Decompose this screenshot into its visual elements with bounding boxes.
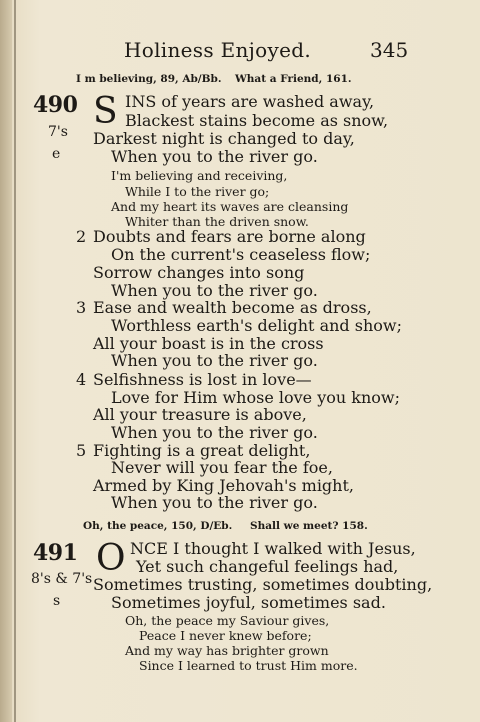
verse-line: Sometimes trusting, sometimes doubting, xyxy=(93,575,433,594)
chorus-line: Since I learned to trust Him more. xyxy=(139,658,358,673)
drop-cap: O xyxy=(96,538,126,579)
verse-number: 2 xyxy=(76,227,87,246)
hymn-number: 491 xyxy=(33,540,78,566)
gutter-line xyxy=(14,0,16,722)
verse-line: When you to the river go. xyxy=(111,423,318,442)
chorus-line: Whiter than the driven snow. xyxy=(125,214,309,229)
verse-line: Never will you fear the foe, xyxy=(111,458,333,477)
hymn-number: 490 xyxy=(33,92,78,118)
verse-line: All your boast is in the cross xyxy=(93,334,324,353)
chorus-line: And my heart its waves are cleansing xyxy=(111,199,349,214)
chorus-line: I'm believing and receiving, xyxy=(111,168,288,183)
verse-number: 3 xyxy=(76,298,87,317)
verse-line: Armed by King Jehovah's might, xyxy=(93,476,354,495)
verse-line: INS of years are washed away, xyxy=(125,92,375,111)
verse-line: When you to the river go. xyxy=(111,493,318,512)
hymn-meter: 8's & 7's xyxy=(31,571,93,587)
hymn-key: s xyxy=(53,593,61,609)
verse-line: Selfishness is lost in love— xyxy=(93,370,312,389)
verse-number: 4 xyxy=(76,370,87,389)
chorus-line: Peace I never knew before; xyxy=(139,628,312,643)
verse-number: 5 xyxy=(76,441,87,460)
hymn-key: e xyxy=(52,146,61,162)
verse-line: When you to the river go. xyxy=(111,147,318,166)
tune-reference-left: I m believing, 89, Ab/Bb. xyxy=(76,73,222,85)
verse-line: Worthless earth's delight and show; xyxy=(111,316,402,335)
drop-cap: S xyxy=(93,91,118,132)
chorus-line: And my way has brighter grown xyxy=(125,643,329,658)
hymn-meter: 7's xyxy=(48,124,68,140)
page-number: 345 xyxy=(370,38,409,62)
verse-line: Doubts and fears are borne along xyxy=(93,227,366,246)
verse-line: Darkest night is changed to day, xyxy=(93,129,355,148)
tune-reference-left: Oh, the peace, 150, D/Eb. xyxy=(83,520,233,532)
chorus-line: Oh, the peace my Saviour gives, xyxy=(125,613,330,628)
verse-line: Sometimes joyful, sometimes sad. xyxy=(111,593,386,612)
verse-line: All your treasure is above, xyxy=(93,405,307,424)
tune-reference-right: Shall we meet? 158. xyxy=(250,520,368,532)
verse-line: When you to the river go. xyxy=(111,281,318,300)
verse-line: Sorrow changes into song xyxy=(93,263,305,282)
chorus-line: While I to the river go; xyxy=(125,184,270,199)
verse-line: Blackest stains become as snow, xyxy=(125,111,389,130)
verse-line: When you to the river go. xyxy=(111,351,318,370)
verse-line: Fighting is a great delight, xyxy=(93,441,311,460)
verse-line: Ease and wealth become as dross, xyxy=(93,298,372,317)
verse-line: On the current's ceaseless flow; xyxy=(111,245,371,264)
verse-line: Yet such changeful feelings had, xyxy=(136,557,399,576)
page-gutter xyxy=(0,0,12,722)
page-title: Holiness Enjoyed. xyxy=(124,38,311,62)
verse-line: NCE I thought I walked with Jesus, xyxy=(130,539,416,558)
tune-reference-right: What a Friend, 161. xyxy=(235,73,352,85)
verse-line: Love for Him whose love you know; xyxy=(111,388,400,407)
